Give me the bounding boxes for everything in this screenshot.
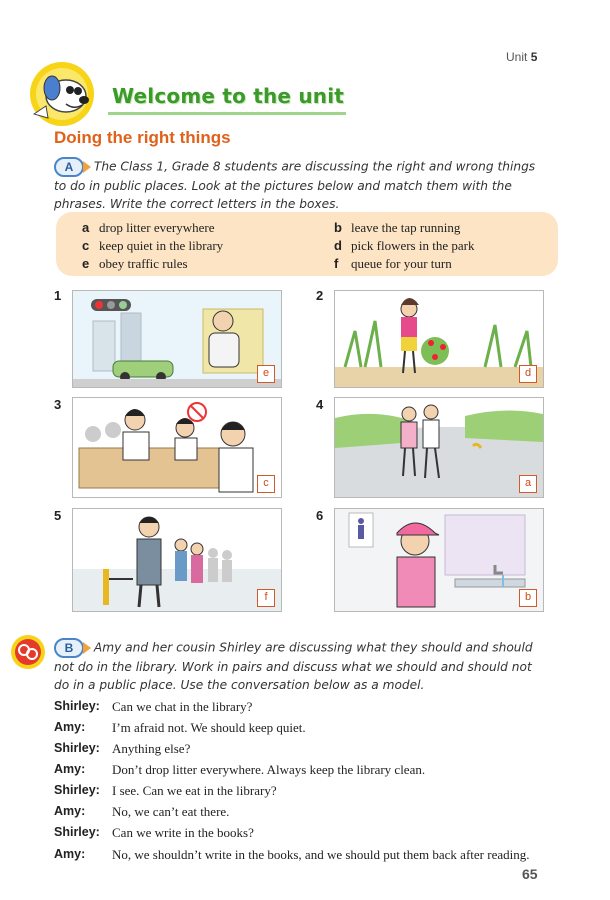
picture-number: 3	[54, 397, 62, 412]
answer-box[interactable]: c	[257, 475, 275, 493]
phrase-f: f queue for your turn	[334, 256, 452, 271]
answer-box[interactable]: a	[519, 475, 537, 493]
litter-scene-illustration	[335, 398, 543, 497]
flowers-scene-illustration	[335, 291, 543, 387]
unit-label: Unit 5	[506, 50, 538, 64]
picture-4-litter	[334, 397, 544, 498]
page-number: 65	[522, 866, 538, 882]
part-a-badge: A	[54, 157, 84, 177]
dog-mascot-icon	[26, 60, 102, 128]
section-title: Doing the right things	[54, 128, 231, 147]
picture-number: 6	[316, 508, 324, 523]
part-b-instructions: B Amy and her cousin Shirley are discussing what they should and should not do in the library. Work in pairs and discuss what we should and should not do in a public place. Use the conversation below as a model.	[54, 638, 544, 694]
dialogue-line: Amy: I’m afraid not. We should keep quiet.	[54, 720, 306, 735]
library-scene-illustration	[73, 398, 281, 497]
picture-6-tap	[334, 508, 544, 612]
picture-1-traffic	[72, 290, 282, 388]
tap-scene-illustration	[335, 509, 543, 611]
pair-work-icon	[10, 634, 46, 670]
dialogue-line: Shirley: Can we write in the books?	[54, 825, 254, 840]
picture-number: 4	[316, 397, 324, 412]
part-a-instructions: A The Class 1, Grade 8 students are discussing the right and wrong things to do in public places. Look at the pictures below and match them with the phrases. Write the correct letters in the boxes.	[54, 157, 544, 213]
phrase-d: d pick flowers in the park	[334, 238, 475, 253]
dialogue-line: Shirley: I see. Can we eat in the library?	[54, 783, 277, 798]
phrase-e: e obey traffic rules	[82, 256, 188, 271]
part-b-badge: B	[54, 638, 84, 658]
dialogue-line: Shirley: Can we chat in the library?	[54, 699, 253, 714]
dialogue-line: Amy: Don’t drop litter everywhere. Always keep the library clean.	[54, 762, 426, 777]
picture-2-flowers	[334, 290, 544, 388]
dialogue-line: Amy: No, we can’t eat there.	[54, 804, 230, 819]
picture-number: 2	[316, 288, 324, 303]
phrase-b: b leave the tap running	[334, 220, 461, 235]
unit-title: Welcome to the unit	[112, 84, 345, 108]
answer-box[interactable]: b	[519, 589, 537, 607]
answer-box[interactable]: d	[519, 365, 537, 383]
picture-5-queue	[72, 508, 282, 612]
dialogue	[54, 696, 554, 863]
traffic-scene-illustration	[73, 291, 281, 387]
picture-number: 1	[54, 288, 62, 303]
answer-box[interactable]: f	[257, 589, 275, 607]
dialogue-line: Amy: No, we shouldn’t write in the books, and we should put them back after reading.	[54, 847, 530, 862]
picture-3-library	[72, 397, 282, 498]
phrase-c: c keep quiet in the library	[82, 238, 224, 253]
queue-scene-illustration	[73, 509, 281, 611]
picture-number: 5	[54, 508, 62, 523]
phrase-a: a drop litter everywhere	[82, 220, 215, 235]
title-underline	[108, 112, 346, 115]
answer-box[interactable]: e	[257, 365, 275, 383]
dialogue-line: Shirley: Anything else?	[54, 741, 191, 756]
